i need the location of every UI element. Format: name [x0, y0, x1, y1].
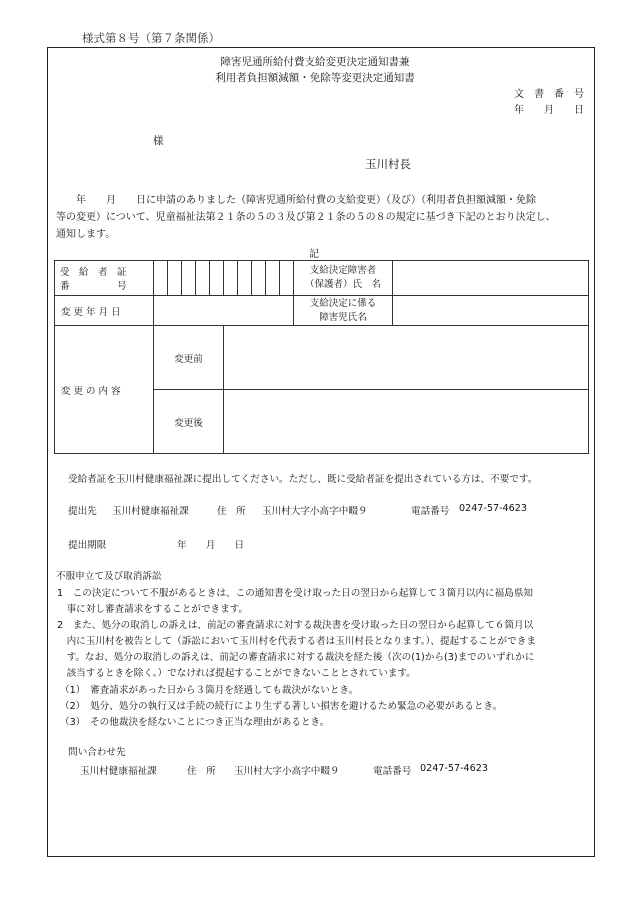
submit-to-label: 提出先 — [68, 506, 97, 517]
contact-address-label: 住 所 — [187, 766, 216, 777]
contact-address: 玉川村大字小高字中畷９ — [234, 766, 340, 777]
recipient-number-label: 受 給 者 証 番 号 — [55, 261, 154, 296]
guardian-name-value — [393, 261, 589, 296]
before-value — [224, 326, 589, 390]
contact-tel-label: 電話番号 — [373, 766, 412, 777]
contact-tel: 0247-57-4623 — [420, 763, 488, 774]
recipient-number-digit — [252, 261, 266, 296]
appeal-line: 該当するときを除く。）でなければ提起することができないこととされています。 — [57, 668, 416, 679]
intro-line-2: 等の変更）について、児童福祉法第２１条の５の３及び第２１条の５の８の規定に基づき下記のとおり決定し、 — [56, 212, 556, 223]
submit-dept: 玉川村健康福祉課 — [112, 506, 189, 517]
child-name-value — [393, 296, 589, 326]
appeal-line: 内に玉川村を被告として（訴訟において玉川村を代表する者は玉川村長となります。）、提起することができま — [57, 636, 536, 647]
guardian-name-label: 支給決定障害者 （保護者）氏 名 — [294, 261, 393, 296]
after-label: 変更後 — [154, 390, 224, 454]
change-content-label: 変 更 の 内 容 — [55, 326, 154, 454]
after-value — [224, 390, 589, 454]
intro-line-1: 年 月 日に申請のありました（障害児通所給付費の支給変更）（及び）（利用者負担額減額・免除 — [56, 195, 536, 206]
recipient-number-digit — [266, 261, 280, 296]
issue-date-label: 年 月 日 — [514, 105, 584, 116]
recipient-number-digit — [182, 261, 196, 296]
appeal-item: （3） その他裁決を経ないことにつき正当な理由があるとき。 — [60, 717, 330, 728]
appeal-item: （1） 審査請求があった日から３箇月を経過しても裁決がないとき。 — [60, 685, 359, 696]
submit-tel-label: 電話番号 — [411, 506, 450, 517]
addressee-suffix: 様 — [153, 135, 164, 147]
deadline-date: 年 月 日 — [177, 540, 245, 551]
submit-address-label: 住 所 — [217, 506, 246, 517]
document-number-label: 文 書 番 号 — [514, 89, 584, 100]
child-name-label: 支給決定に係る 障害児氏名 — [294, 296, 393, 326]
change-date-label: 変 更 年 月 日 — [55, 296, 154, 326]
appeal-line: 2 また、処分の取消しの訴えは、前記の審査請求に対する裁決書を受け取った日の翌日から起算して６箇月以 — [57, 620, 534, 631]
form-number: 様式第８号（第７条関係） — [82, 31, 220, 45]
appeal-line: す。なお、処分の取消しの訴えは、前記の審査請求に対する裁決を経た後（次の(1)から(3)までのいずれかに — [57, 652, 535, 663]
appeal-line: 1 この決定について不服があるときは、この通知書を受け取った日の翌日から起算して３箇月以内に福島県知 — [57, 588, 534, 599]
recipient-number-digit — [210, 261, 224, 296]
submit-tel: 0247-57-4623 — [459, 503, 527, 514]
contact-dept: 玉川村健康福祉課 — [80, 766, 157, 777]
before-label: 変更前 — [154, 326, 224, 390]
recipient-number-digit — [196, 261, 210, 296]
appeal-line: 事に対し審査請求をすることができます。 — [57, 604, 249, 615]
recipient-number-digit — [224, 261, 238, 296]
recipient-number-digit — [154, 261, 168, 296]
appeal-item: （2） 処分、処分の執行又は手続の続行により生ずる著しい損害を避けるため緊急の必要があるとき。 — [60, 701, 503, 712]
submission-note: 受給者証を玉川村健康福祉課に提出してください。ただし、既に受給者証を提出されている方は、不要です。 — [68, 474, 538, 485]
deadline-label: 提出期限 — [68, 540, 107, 551]
contact-heading: 問い合わせ先 — [68, 747, 126, 758]
issuer-name: 玉川村長 — [365, 157, 411, 171]
appeal-heading: 不服申立て及び取消訴訟 — [56, 571, 162, 582]
ki-label: 記 — [309, 249, 319, 260]
recipient-number-digit — [280, 261, 294, 296]
intro-line-3: 通知します。 — [56, 229, 116, 240]
title-line-2: 利用者負担額減額・免除等変更決定通知書 — [215, 72, 415, 84]
recipient-number-digit — [238, 261, 252, 296]
decision-table — [54, 260, 589, 454]
change-date-value — [154, 296, 294, 326]
submit-address: 玉川村大字小高字中畷９ — [262, 506, 368, 517]
recipient-number-digit — [168, 261, 182, 296]
title-line-1: 障害児通所給付費支給変更決定通知書兼 — [220, 56, 410, 68]
